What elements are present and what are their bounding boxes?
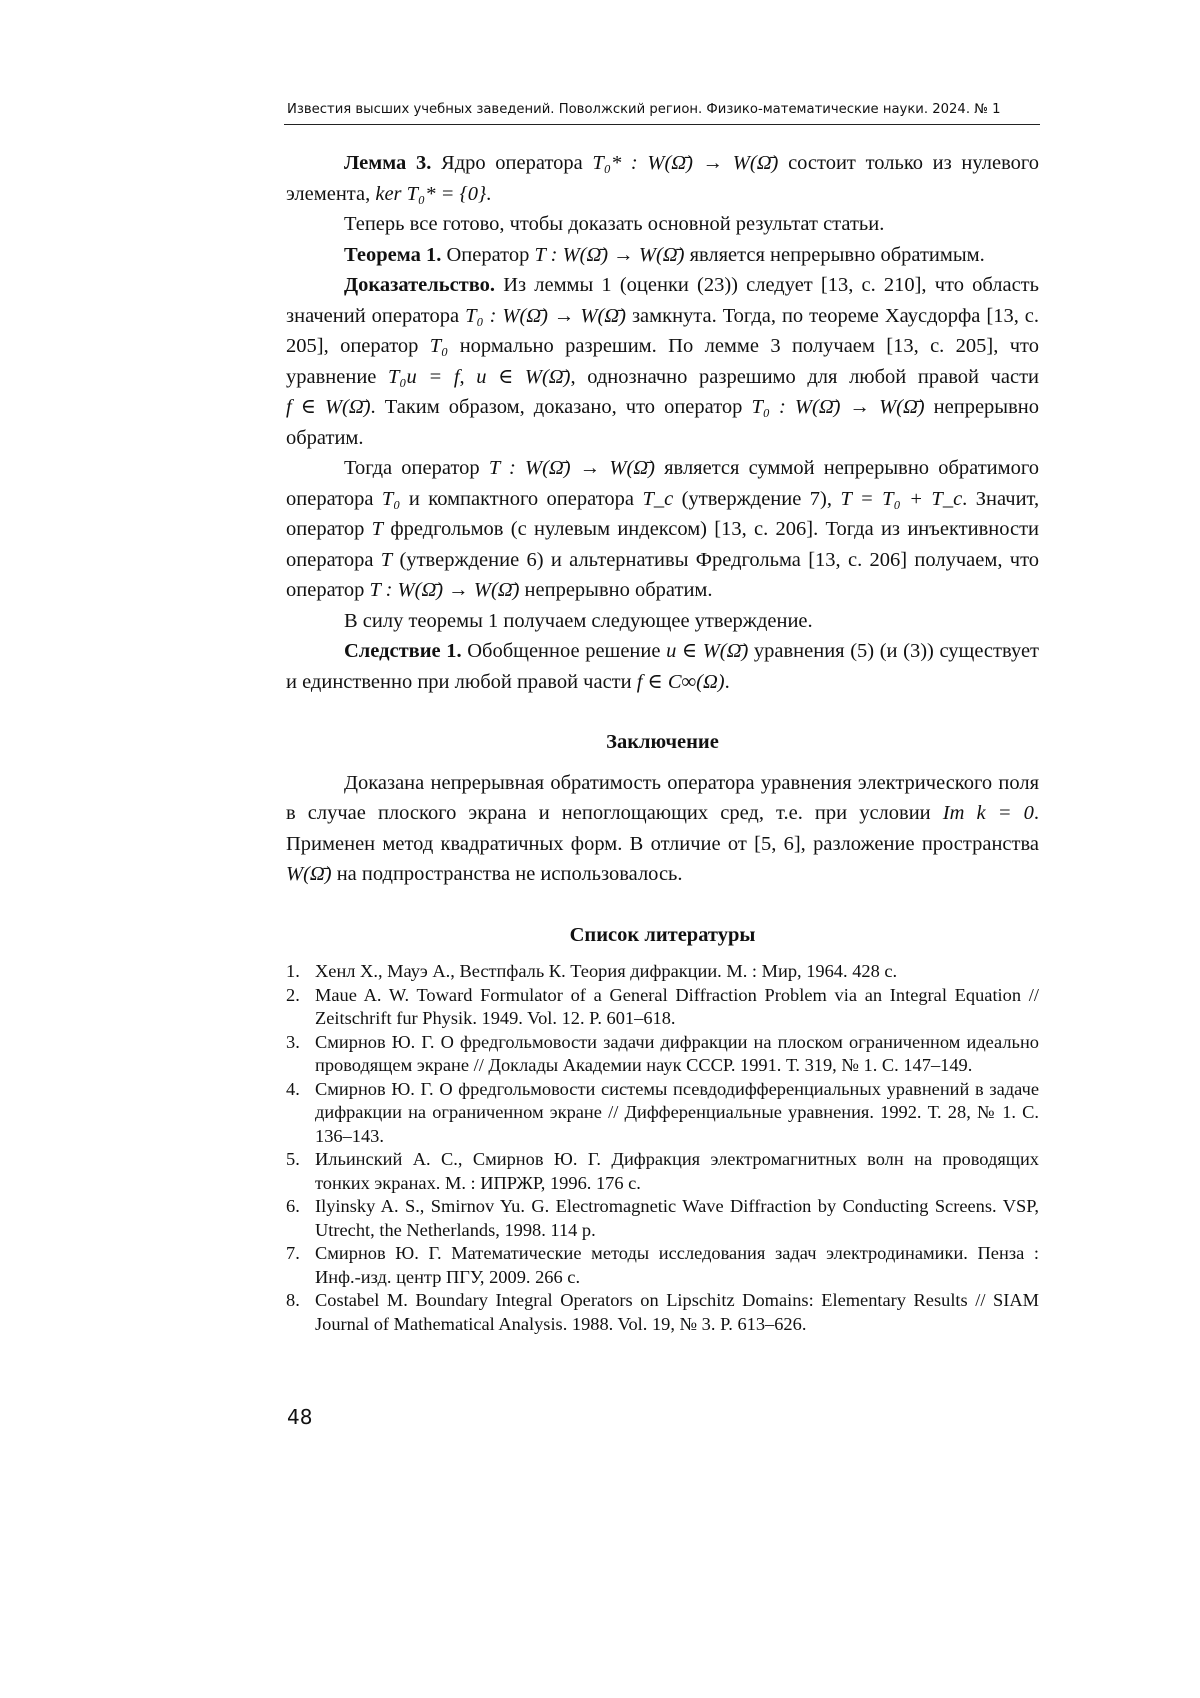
reference-item: 3. Смирнов Ю. Г. О фредгольмовости задачи дифракции на плоском ограниченном идеально проводящем экране // Доклады Академии наук СССР. 1991. Т. 319, № 1. С. 147–149. (286, 1031, 1039, 1075)
math-operator: T₀* : W(Ω̄) → W(Ω̄) (592, 152, 779, 174)
header-rule (284, 124, 1040, 125)
page-number: 48 (287, 1405, 313, 1429)
article-body (286, 148, 1039, 1336)
reference-list (286, 960, 1039, 1336)
reference-item: 6. Ilyinsky A. S., Smirnov Yu. G. Electromagnetic Wave Diffraction by Conducting Screens. VSP, Utrecht, the Netherlands, 1998. 114 p. (286, 1196, 1039, 1240)
reference-item: 1. Хенл Х., Мауэ А., Вестпфаль К. Теория дифракции. М. : Мир, 1964. 428 с. (286, 961, 898, 981)
proof-label: Доказательство. (344, 274, 496, 296)
theorem-1: Теорема 1. Оператор T : W(Ω̄) → W(Ω̄) является непрерывно обратимым. (344, 243, 985, 266)
reference-item: 2. Maue A. W. Toward Formulator of a General Diffraction Problem via an Integral Equation // Zeitschrift fur Physik. 1949. Vol. 12. P. 601–618. (286, 984, 1039, 1028)
reference-item: 5. Ильинский А. С., Смирнов Ю. Г. Дифракция электромагнитных волн на проводящих тонких экранах. М. : ИПРЖР, 1996. 176 с. (286, 1149, 1039, 1193)
running-header: Известия высших учебных заведений. Поволжский регион. Физико-математические науки. 2024. № 1 (287, 102, 1001, 117)
lemma-3: Лемма 3. Ядро оператора T₀* : W(Ω̄) → W(Ω̄) состоит только из нулевого элемента, ker T₀* = {0}. (286, 152, 1040, 205)
by-theorem-sentence: В силу теоремы 1 получаем следующее утверждение. (344, 609, 813, 632)
proof: Доказательство. Из леммы 1 (оценки (23)) следует [13, с. 210], что область значений оператора T₀ : W(Ω̄) → W(Ω̄) замкнута. Тогда, по теореме Хаусдорфа [13, с. 205], оператор T₀ нормально разрешим. По лемме 3 получаем [13, с. 205], что уравнение T₀u = f, u ∈ W(Ω̄), однозначно разрешимо для любой правой части f ∈ W(Ω̄). Таким образом, доказано, что оператор T₀ : W(Ω̄) → W(Ω̄) непрерывно обратим. (286, 274, 1040, 449)
theorem-label: Теорема 1. (344, 243, 442, 266)
reference-item: 7. Смирнов Ю. Г. Математические методы исследования задач электродинамики. Пенза : Инф.-изд. центр ПГУ, 2009. 266 с. (286, 1243, 1039, 1287)
reference-item: 8. Costabel M. Boundary Integral Operators on Lipschitz Domains: Elementary Results // SIAM Journal of Mathematical Analysis. 1988. Vol. 19, № 3. P. 613–626. (286, 1290, 1039, 1334)
conclusion-paragraph: Доказана непрерывная обратимость оператора уравнения электрического поля в случае плоского экрана и непоглощающих сред, т.е. при условии Im k = 0. Применен метод квадратичных форм. В отличие от [5, 6], разложение пространства W(Ω̄) на подпространства не использовалось. (286, 771, 1039, 885)
lemma-label: Лемма 3. (344, 152, 432, 174)
transition-sentence: Теперь все готово, чтобы доказать основной результат статьи. (344, 213, 885, 235)
references-heading: Список литературы (569, 923, 756, 946)
corollary-label: Следствие 1. (344, 640, 462, 662)
corollary-1: Следствие 1. Обобщенное решение u ∈ W(Ω̄) уравнения (5) (и (3)) существует и единственно при любой правой части f ∈ C∞(Ω). (286, 640, 1040, 693)
math-kernel: ker T₀* = {0} (375, 182, 487, 205)
conclusion-heading: Заключение (606, 731, 719, 753)
math-operator: T : W(Ω̄) → W(Ω̄) (534, 243, 685, 266)
reference-item: 4. Смирнов Ю. Г. О фредгольмовости системы псевдодифференциальных уравнений в задаче дифракции на ограниченном экране // Дифференциальные уравнения. 1992. Т. 28, № 1. С. 136–143. (286, 1078, 1039, 1146)
sum-paragraph: Тогда оператор T : W(Ω̄) → W(Ω̄) является суммой непрерывно обратимого оператора T₀ и компактного оператора T_c (утверждение 7), T = T₀ + T_c. Значит, оператор T фредгольмов (с нулевым индексом) [13, с. 206]. Тогда из инъективности оператора T (утверждение 6) и альтернативы Фредгольма [13, с. 206] получаем, что оператор T : W(Ω̄) → W(Ω̄) непрерывно обратим. (286, 457, 1040, 601)
